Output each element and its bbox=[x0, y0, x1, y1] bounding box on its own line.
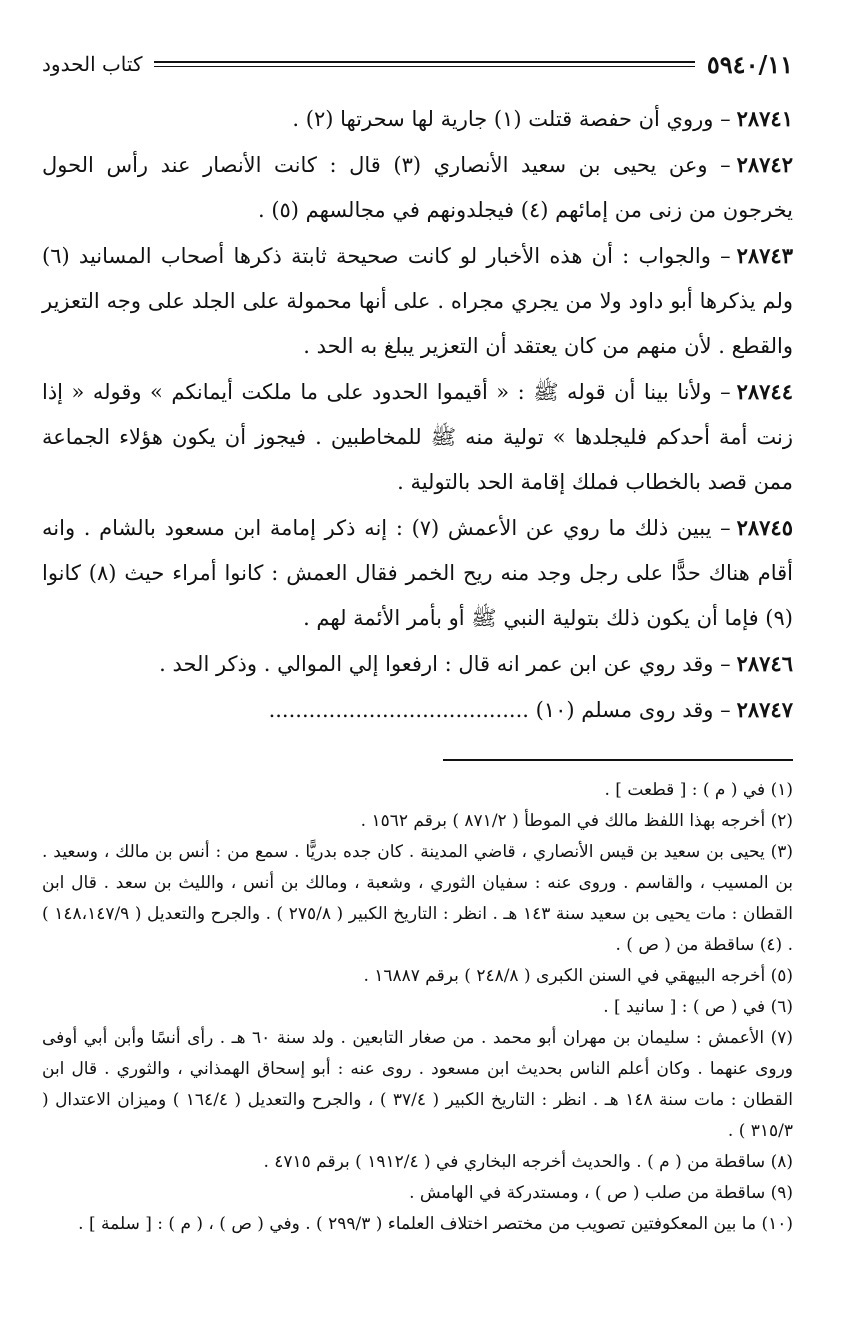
footnote-separator bbox=[443, 759, 793, 761]
hadith-number: ٢٨٧٤٣ bbox=[736, 243, 793, 268]
footnote-2: (٢) أخرجه بهذا اللفظ مالك في الموطأ ( ٨٧١/٢ ) برقم ١٥٦٢ . bbox=[360, 811, 793, 831]
footnote-3-4: (٣) يحيى بن سعيد بن قيس الأنصاري ، قاضي المدينة . كان جده بدريًّا . سمع من : أنس بن مالك ، وسعيد . بن المسيب ، والقاسم . وروى عنه : سفيان الثوري ، وشعبة ، ومالك بن أنس ، والليث بن سعد . قال ابن القطان : مات يحيى بن سعيد سنة ١٤٣ هـ . انظر : التاريخ الكبير ( ٢٧٥/٨ ) . والجرح والتعديل ( ١٤٨،١٤٧/٩ ) . (٤) ساقطة من ( ص ) . bbox=[42, 842, 793, 955]
book-title: كتاب الحدود bbox=[42, 52, 143, 76]
footnote-8: (٨) ساقطة من ( م ) . والحديث أخرجه البخاري في ( ١٩١٢/٤ ) برقم ٤٧١٥ . bbox=[263, 1152, 793, 1172]
paragraph-text: – يبين ذلك ما روي عن الأعمش (٧) : إنه ذكر إمامة ابن مسعود بالشام . وانه أقام هناك حدًّا على رجل وجد منه ريح الخمر فقال العمش : كانوا أمراء حيث (٨) كانوا (٩) فإما أن يكون ذلك بتولية النبي ﷺ أو بأمر الأئمة لهم . bbox=[42, 516, 793, 630]
paragraph-28746 bbox=[42, 641, 793, 687]
hadith-number: ٢٨٧٤٤ bbox=[736, 379, 793, 404]
paragraph-28743 bbox=[42, 233, 793, 369]
paragraph-text: – وقد روى مسلم (١٠) ....................................... bbox=[268, 698, 731, 722]
footnotes bbox=[42, 775, 793, 1240]
paragraph-text: – وعن يحيى بن سعيد الأنصاري (٣) قال : كانت الأنصار عند رأس الحول يخرجون من زنى من إمائهم (٤) فيجلدونهم في مجالسهم (٥) . bbox=[42, 153, 793, 222]
footnote-1: (١) في ( م ) : [ قطعت ] . bbox=[604, 780, 793, 800]
hadith-number: ٢٨٧٤١ bbox=[736, 106, 793, 131]
hadith-number: ٢٨٧٤٥ bbox=[736, 515, 793, 540]
hadith-number: ٢٨٧٤٧ bbox=[736, 697, 793, 722]
main-text bbox=[42, 96, 793, 733]
paragraph-28741 bbox=[42, 96, 793, 142]
footnote-7: (٧) الأعمش : سليمان بن مهران أبو محمد . من صغار التابعين . ولد سنة ٦٠ هـ . رأى أنسًا وأبن أبي أوفى وروى عنهما . وكان أعلم الناس بحديث ابن مسعود . روى عنه : أبو إسحاق الهمذاني ، والثوري . قال ابن القطان : مات سنة ١٤٨ هـ . انظر : التاريخ الكبير ( ٣٧/٤ ) ، والجرح والتعديل ( ١٦٤/٤ ) وميزان الاعتدال ( ٣١٥/٣ ) . bbox=[42, 1028, 794, 1141]
footnote-6: (٦) في ( ص ) : [ سانيد ] . bbox=[603, 997, 793, 1017]
paragraph-text: – وقد روي عن ابن عمر انه قال : ارفعوا إلي الموالي . وذكر الحد . bbox=[159, 652, 731, 676]
page-number: ٥٩٤٠/١١ bbox=[706, 49, 793, 79]
paragraph-28745 bbox=[42, 505, 793, 641]
footnote-5: (٥) أخرجه البيهقي في السنن الكبرى ( ٢٤٨/٨ ) برقم ١٦٨٨٧ . bbox=[363, 966, 793, 986]
header-rule bbox=[154, 61, 694, 67]
paragraph-28744 bbox=[42, 369, 793, 505]
hadith-number: ٢٨٧٤٦ bbox=[736, 651, 793, 676]
paragraph-text: – والجواب : أن هذه الأخبار لو كانت صحيحة ثابتة ذكرها أصحاب المسانيد (٦) ولم يذكرها أبو داود ولا من يجري مجراه . على أنها محمولة على الجلد على وجه التعزير والقطع . لأن منهم من كان يعتقد أن التعزير يبلغ به الحد . bbox=[42, 244, 793, 358]
page-header bbox=[42, 42, 793, 86]
footnote-9: (٩) ساقطة من صلب ( ص ) ، ومستدركة في الهامش . bbox=[409, 1183, 793, 1203]
paragraph-text: – ولأنا بينا أن قوله ﷺ : « أقيموا الحدود على ما ملكت أيمانكم » وقوله « إذا زنت أمة أحدكم فليجلدها » تولية منه ﷺ للمخاطبين . فيجوز أن يكون هؤلاء الجماعة ممن قصد بالخطاب فملك إقامة الحد بالتولية . bbox=[42, 380, 793, 494]
paragraph-28742 bbox=[42, 142, 793, 233]
paragraph-text: – وروي أن حفصة قتلت (١) جارية لها سحرتها (٢) . bbox=[292, 107, 731, 131]
paragraph-28747 bbox=[42, 687, 793, 733]
footnote-10: (١٠) ما بين المعكوفتين تصويب من مختصر اختلاف العلماء ( ٢٩٩/٣ ) . وفي ( ص ) ، ( م ) : [ سلمة ] . bbox=[78, 1214, 793, 1234]
hadith-number: ٢٨٧٤٢ bbox=[736, 152, 793, 177]
